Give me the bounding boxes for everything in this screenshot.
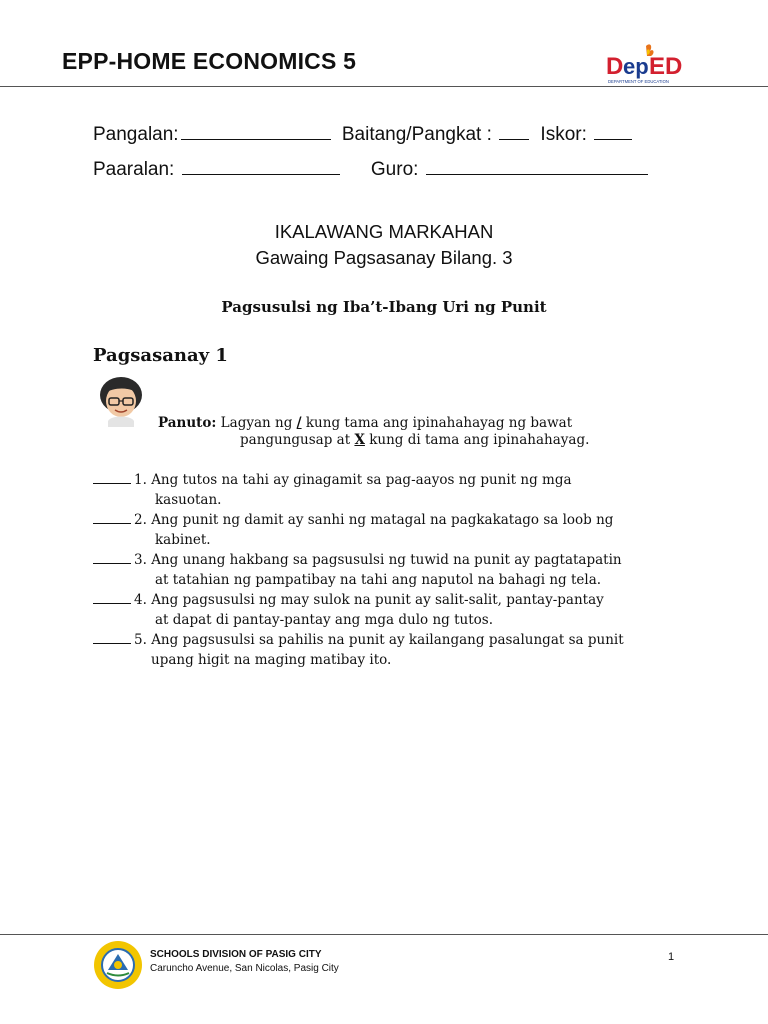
check-mark-symbol: / [296,415,302,431]
list-item-continuation: at tatahian ng pampatibay na tahi ang naputol na bahagi ng tela. [155,572,602,588]
footer-address: Caruncho Avenue, San Nicolas, Pasig City [150,963,339,974]
list-item-continuation: upang higit na maging matibay ito. [151,652,392,668]
page-number: 1 [668,951,675,963]
footer-organization: SCHOOLS DIVISION OF PASIG CITY [150,949,322,960]
instructions-line-2: pangungusap at X kung di tama ang ipinahahayag. [240,432,590,448]
teacher-avatar-icon [96,375,146,427]
form-row-2 [93,159,650,181]
list-item-continuation: kabinet. [155,532,211,548]
list-item: 3. Ang unang hakbang sa pagsusulsi ng tuwid na punit ay pagtatapatin [93,550,624,570]
form-row-1 [93,124,634,146]
list-item-continuation: kasuotan. [155,492,222,508]
svg-text:ED: ED [649,53,683,80]
document-title: EPP-HOME ECONOMICS 5 [62,48,357,74]
answer-blank[interactable] [93,513,131,524]
item-list [93,470,624,670]
svg-text:ep: ep [623,54,649,79]
instructions-label: Panuto: [158,415,217,431]
name-label: Pangalan: [93,124,179,145]
answer-blank[interactable] [93,473,131,484]
answer-blank[interactable] [93,553,131,564]
footer-divider [0,934,768,935]
teacher-label: Guro: [370,159,419,180]
exercise-title: Pagsasanay 1 [93,345,228,366]
school-label: Paaralan: [93,159,175,180]
teacher-field[interactable] [426,170,648,175]
activity-heading: Gawaing Pagsasanay Bilang. 3 [255,247,513,268]
school-field[interactable] [182,170,340,175]
deped-logo [606,40,702,86]
list-item-continuation: at dapat di pantay-pantay ang mga dulo ng tutos. [155,612,493,628]
list-item: 4. Ang pagsusulsi ng may sulok na punit ay salit-salit, pantay-pantay [93,590,624,610]
list-item: 1. Ang tutos na tahi ay ginagamit sa pag-aayos ng punit ng mga [93,470,624,490]
score-field[interactable] [594,135,632,140]
quarter-heading: IKALAWANG MARKAHAN [274,221,494,242]
instructions-line-1: Panuto: Lagyan ng / kung tama ang ipinahahayag ng bawat [158,415,573,431]
x-mark-symbol: X [354,432,365,448]
answer-blank[interactable] [93,593,131,604]
pasig-seal-icon [93,940,143,990]
header-divider [0,86,768,87]
grade-field[interactable] [499,135,529,140]
score-label: Iskor: [540,124,587,145]
svg-text:D: D [606,53,624,80]
answer-blank[interactable] [93,633,131,644]
list-item: 2. Ang punit ng damit ay sanhi ng matagal na pagkakatago sa loob ng [93,510,624,530]
svg-text:DEPARTMENT OF EDUCATION: DEPARTMENT OF EDUCATION [608,79,669,84]
list-item: 5. Ang pagsusulsi sa pahilis na punit ay kailangang pasalungat sa punit [93,630,624,650]
grade-label: Baitang/Pangkat : [341,124,492,145]
topic-heading: Pagsusulsi ng Iba’t-Ibang Uri ng Punit [221,298,547,316]
name-field[interactable] [181,135,331,140]
